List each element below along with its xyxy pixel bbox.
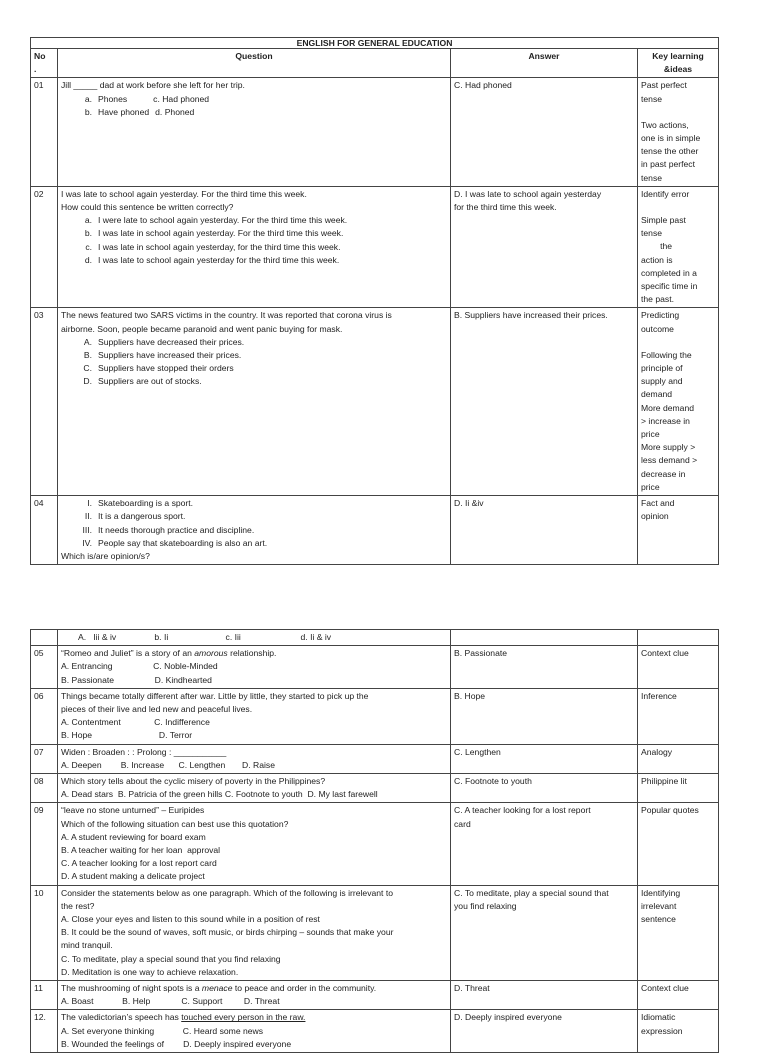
key-learning-text: Following the bbox=[641, 349, 692, 360]
answer-text: C. Had phoned bbox=[454, 80, 512, 91]
key-learning-text: the bbox=[641, 241, 673, 252]
choice-letter: D. bbox=[83, 376, 92, 387]
answer-cell bbox=[451, 688, 638, 744]
question-number: 04 bbox=[31, 496, 58, 565]
question-line: Which of the following situation can best use this quotation? bbox=[61, 818, 289, 829]
question-line: “leave no stone unturned” – Euripides bbox=[61, 805, 205, 816]
key-learning-text: Past perfect bbox=[641, 80, 687, 91]
key-learning-text: tense the other bbox=[641, 146, 699, 157]
key-learning-text: supply and bbox=[641, 376, 683, 387]
answer-cell bbox=[451, 744, 638, 773]
question-text-part: “Romeo and Juliet” is a story of an bbox=[61, 648, 195, 659]
question-text-part: to peace and order in the community. bbox=[232, 983, 377, 994]
key-learning-text: More supply > bbox=[641, 442, 696, 453]
key-learning-text: > increase in bbox=[641, 415, 690, 426]
answer-choice bbox=[61, 93, 447, 106]
question-cell bbox=[58, 186, 451, 308]
answer-text: for the third time this week. bbox=[454, 202, 557, 213]
key-learning-text: tense bbox=[641, 93, 663, 104]
question-text: The news featured two SARS victims in the country. It was reported that corona virus is bbox=[61, 310, 392, 321]
choice-letter: II. bbox=[84, 511, 92, 522]
choice-letter: IV. bbox=[82, 537, 92, 548]
key-learning-text: Fact and bbox=[641, 498, 675, 509]
answer-cell bbox=[451, 774, 638, 803]
question-cell bbox=[58, 744, 451, 773]
key-learning-cell bbox=[638, 774, 719, 803]
answer-text: D. Ii &iv bbox=[454, 498, 484, 509]
question-text: Jill _____ dad at work before she left for her trip. bbox=[61, 80, 245, 91]
answer-text: D. I was late to school again yesterday bbox=[454, 188, 602, 199]
key-learning-text: Analogy bbox=[641, 746, 673, 757]
choice-letter: A. bbox=[83, 336, 92, 347]
question-row bbox=[31, 308, 719, 496]
key-learning-text: Popular quotes bbox=[641, 805, 699, 816]
question-line: B. Passionate D. Kindhearted bbox=[61, 674, 212, 685]
choice-text: It is a dangerous sport. bbox=[98, 511, 186, 522]
key-learning-text: completed in a bbox=[641, 267, 697, 278]
question-cell bbox=[58, 803, 451, 885]
question-line: Which story tells about the cyclic misery of poverty in the Philippines? bbox=[61, 776, 326, 787]
key-learning-cell bbox=[638, 688, 719, 744]
key-learning-text bbox=[641, 336, 715, 349]
page-title: ENGLISH FOR GENERAL EDUCATION bbox=[31, 38, 719, 49]
answer-cell bbox=[451, 496, 638, 565]
underlined-phrase: touched every person in the raw. bbox=[181, 1012, 306, 1023]
question-cell bbox=[58, 308, 451, 496]
answer-cell bbox=[451, 1010, 638, 1053]
question-cell bbox=[58, 688, 451, 744]
question-number: 01 bbox=[31, 78, 58, 186]
key-learning-text: price bbox=[641, 481, 660, 492]
quiz-table-page-2 bbox=[30, 629, 719, 1053]
question-number: 02 bbox=[31, 186, 58, 308]
answer-choice bbox=[61, 510, 447, 523]
question-line: B. A teacher waiting for her loan approval bbox=[61, 845, 221, 856]
choice-letter: I. bbox=[87, 498, 92, 509]
answer-cell bbox=[451, 646, 638, 689]
answer-cell bbox=[451, 885, 638, 980]
header-no: No . bbox=[31, 49, 58, 78]
question-line: D. Meditation is one way to achieve relaxation. bbox=[61, 966, 239, 977]
key-learning-text: the past. bbox=[641, 294, 674, 305]
key-learning-cell bbox=[638, 186, 719, 308]
key-learning-text: Predicting bbox=[641, 310, 680, 321]
question-text: How could this sentence be written correctly? bbox=[61, 202, 234, 213]
key-learning-text: one is in simple bbox=[641, 133, 701, 144]
question-row bbox=[31, 186, 719, 308]
choice-text: People say that skateboarding is also an art. bbox=[98, 537, 268, 548]
choice-text: Suppliers are out of stocks. bbox=[98, 376, 202, 387]
key-learning-text: Context clue bbox=[641, 648, 689, 659]
choice-text: I was late in school again yesterday. For the third time this week. bbox=[98, 228, 344, 239]
question-text bbox=[61, 1011, 447, 1024]
question-cell bbox=[58, 646, 451, 689]
answer-text: B. Suppliers have increased their prices. bbox=[454, 310, 608, 321]
question-text bbox=[61, 982, 447, 995]
answer-cell bbox=[451, 78, 638, 186]
answer-choice bbox=[61, 524, 447, 537]
question-line: Widen : Broaden : : Prolong : ___________ bbox=[61, 746, 227, 757]
answer-text: B. Passionate bbox=[454, 648, 508, 659]
question-text-part: relationship. bbox=[227, 648, 277, 659]
choice-letter: d. bbox=[84, 254, 92, 265]
question-cell bbox=[58, 1010, 451, 1053]
key-learning-text: Identify error bbox=[641, 188, 690, 199]
key-learning-text: tense bbox=[641, 172, 663, 183]
question-line: A. Entrancing C. Noble-Minded bbox=[61, 661, 218, 672]
answer-choice bbox=[61, 241, 447, 254]
answer-text: D. Deeply inspired everyone bbox=[454, 1012, 562, 1023]
question-text bbox=[61, 647, 447, 660]
question-line: B. Hope D. Terror bbox=[61, 730, 193, 741]
question-text: airborne. Soon, people became paranoid and went panic buying for mask. bbox=[61, 323, 343, 334]
question-line: B. Wounded the feelings of D. Deeply inspired everyone bbox=[61, 1038, 292, 1049]
choice-letter: B. bbox=[83, 350, 92, 361]
answer-text: you find relaxing bbox=[454, 900, 517, 911]
key-learning-text: tense bbox=[641, 228, 663, 239]
question-row bbox=[31, 496, 719, 565]
answer-choice bbox=[61, 497, 447, 510]
emphasized-word: menace bbox=[201, 983, 233, 994]
key-learning-text: Context clue bbox=[641, 983, 689, 994]
question-cell bbox=[58, 496, 451, 565]
carryover-choices: A. Iii & iv b. Ii c. Iii d. Ii & iv bbox=[58, 630, 451, 646]
question-row bbox=[31, 885, 719, 980]
question-number: 12. bbox=[31, 1010, 58, 1053]
question-line: A. Contentment C. Indifference bbox=[61, 717, 210, 728]
question-line: A. Set everyone thinking C. Heard some news bbox=[61, 1025, 264, 1036]
answer-text: C. A teacher looking for a lost report bbox=[454, 805, 591, 816]
choice-text: Suppliers have increased their prices. bbox=[98, 350, 242, 361]
key-learning-cell bbox=[638, 885, 719, 980]
question-row bbox=[31, 744, 719, 773]
key-learning-text: Inference bbox=[641, 690, 677, 701]
question-line: A. Dead stars B. Patricia of the green hills C. Footnote to youth D. My last farewell bbox=[61, 789, 378, 800]
key-learning-cell bbox=[638, 646, 719, 689]
answer-choice bbox=[61, 227, 447, 240]
choice-text: I were late to school again yesterday. For the third time this week. bbox=[98, 215, 348, 226]
question-cell bbox=[58, 981, 451, 1010]
question-line: Consider the statements below as one paragraph. Which of the following is irrelevant to bbox=[61, 887, 393, 898]
key-learning-cell bbox=[638, 78, 719, 186]
choice-letter: c. bbox=[85, 241, 92, 252]
answer-choice bbox=[61, 349, 447, 362]
question-text-part: The mushrooming of night spots is a bbox=[61, 983, 202, 994]
header-key-learning: Key learning &ideas bbox=[638, 49, 719, 78]
key-learning-text: action is bbox=[641, 254, 673, 265]
question-number: 08 bbox=[31, 774, 58, 803]
question-line: C. A teacher looking for a lost report card bbox=[61, 858, 217, 869]
key-learning-text: sentence bbox=[641, 914, 676, 925]
question-number: 03 bbox=[31, 308, 58, 496]
choice-letter: b. bbox=[84, 228, 92, 239]
choice-letter: a. bbox=[84, 215, 92, 226]
answer-choice bbox=[61, 336, 447, 349]
key-learning-cell bbox=[638, 1010, 719, 1053]
key-learning-text: outcome bbox=[641, 323, 674, 334]
question-line: C. To meditate, play a special sound that you find relaxing bbox=[61, 953, 281, 964]
choice-text: Suppliers have decreased their prices. bbox=[98, 336, 245, 347]
answer-text: C. To meditate, play a special sound that bbox=[454, 887, 609, 898]
question-row bbox=[31, 803, 719, 885]
choice-text: Have phoned bbox=[98, 106, 150, 117]
answer-text: B. Hope bbox=[454, 690, 486, 701]
key-learning-text: principle of bbox=[641, 363, 683, 374]
question-number: 07 bbox=[31, 744, 58, 773]
answer-text: C. Lengthen bbox=[454, 746, 501, 757]
question-number: 11 bbox=[31, 981, 58, 1010]
choice-letter: b. bbox=[84, 106, 92, 117]
question-number: 05 bbox=[31, 646, 58, 689]
key-learning-text: Simple past bbox=[641, 215, 686, 226]
question-line: pieces of their live and led new and peaceful lives. bbox=[61, 704, 253, 715]
question-cell bbox=[58, 78, 451, 186]
choice-text: Suppliers have stopped their orders bbox=[98, 363, 234, 374]
question-text-part: The valedictorian’s speech has bbox=[61, 1012, 182, 1023]
choice-text: It needs thorough practice and discipline. bbox=[98, 524, 255, 535]
answer-text: D. Threat bbox=[454, 983, 490, 994]
emphasized-word: amorous bbox=[194, 648, 228, 659]
question-cell bbox=[58, 774, 451, 803]
question-text: I was late to school again yesterday. For the third time this week. bbox=[61, 188, 307, 199]
question-number: 09 bbox=[31, 803, 58, 885]
key-learning-cell bbox=[638, 308, 719, 496]
answer-cell bbox=[451, 186, 638, 308]
key-learning-text: irrelevant bbox=[641, 900, 677, 911]
header-answer: Answer bbox=[451, 49, 638, 78]
question-prompt: Which is/are opinion/s? bbox=[61, 550, 150, 561]
choice-letter: III. bbox=[82, 524, 92, 535]
key-learning-text: Two actions, bbox=[641, 119, 689, 130]
key-learning-text: Philippine lit bbox=[641, 776, 687, 787]
choice-letter: C. bbox=[83, 363, 92, 374]
question-number: 06 bbox=[31, 688, 58, 744]
question-row bbox=[31, 981, 719, 1010]
question-number: 10 bbox=[31, 885, 58, 980]
question-line: B. It could be the sound of waves, soft music, or birds chirping – sounds that make your bbox=[61, 927, 394, 938]
key-learning-text: decrease in bbox=[641, 468, 686, 479]
choice-text: I was late in school again yesterday, for the third time this week. bbox=[98, 241, 341, 252]
key-learning-text: price bbox=[641, 429, 660, 440]
question-row bbox=[31, 78, 719, 186]
question-line: Things became totally different after war. Little by little, they started to pick up the bbox=[61, 690, 369, 701]
choice-text: c. Had phoned bbox=[153, 93, 210, 104]
key-learning-text: opinion bbox=[641, 511, 669, 522]
question-line: the rest? bbox=[61, 900, 95, 911]
answer-choice bbox=[61, 375, 447, 388]
answer-choice bbox=[61, 214, 447, 227]
answer-choice bbox=[61, 362, 447, 375]
choice-text: Skateboarding is a sport. bbox=[98, 498, 194, 509]
question-cell bbox=[58, 885, 451, 980]
choice-text: Phones bbox=[98, 93, 128, 104]
key-learning-cell bbox=[638, 496, 719, 565]
question-row bbox=[31, 646, 719, 689]
question-line: A. Boast B. Help C. Support D. Threat bbox=[61, 996, 280, 1007]
header-question: Question bbox=[58, 49, 451, 78]
choice-text: d. Phoned bbox=[155, 106, 195, 117]
choice-letter: a. bbox=[84, 93, 92, 104]
question-row bbox=[31, 774, 719, 803]
answer-cell bbox=[451, 981, 638, 1010]
key-learning-text: less demand > bbox=[641, 455, 698, 466]
answer-choice bbox=[61, 254, 447, 267]
question-line: A. Deepen B. Increase C. Lengthen D. Raise bbox=[61, 759, 275, 770]
key-learning-cell bbox=[638, 803, 719, 885]
answer-choice bbox=[61, 106, 447, 119]
key-learning-text bbox=[641, 106, 715, 119]
answer-text: card bbox=[454, 818, 471, 829]
key-learning-text: in past perfect bbox=[641, 159, 695, 170]
answer-cell bbox=[451, 308, 638, 496]
key-learning-text bbox=[641, 201, 715, 214]
key-learning-text: expression bbox=[641, 1025, 683, 1036]
choice-text: I was late to school again yesterday for the third time this week. bbox=[98, 254, 340, 265]
answer-cell bbox=[451, 803, 638, 885]
answer-text: C. Footnote to youth bbox=[454, 776, 532, 787]
answer-choice bbox=[61, 537, 447, 550]
key-learning-text: Idiomatic bbox=[641, 1012, 676, 1023]
key-learning-cell bbox=[638, 744, 719, 773]
question-row bbox=[31, 1010, 719, 1053]
key-learning-text: specific time in bbox=[641, 281, 698, 292]
key-learning-text: demand bbox=[641, 389, 673, 400]
question-line: A. Close your eyes and listen to this sound while in a position of rest bbox=[61, 914, 320, 925]
question-line: D. A student making a delicate project bbox=[61, 871, 205, 882]
quiz-table-page-1 bbox=[30, 37, 719, 565]
question-line: mind tranquil. bbox=[61, 940, 113, 951]
key-learning-cell bbox=[638, 981, 719, 1010]
question-line: A. A student reviewing for board exam bbox=[61, 831, 206, 842]
key-learning-text: Identifying bbox=[641, 887, 681, 898]
question-row bbox=[31, 688, 719, 744]
key-learning-text: More demand bbox=[641, 402, 695, 413]
